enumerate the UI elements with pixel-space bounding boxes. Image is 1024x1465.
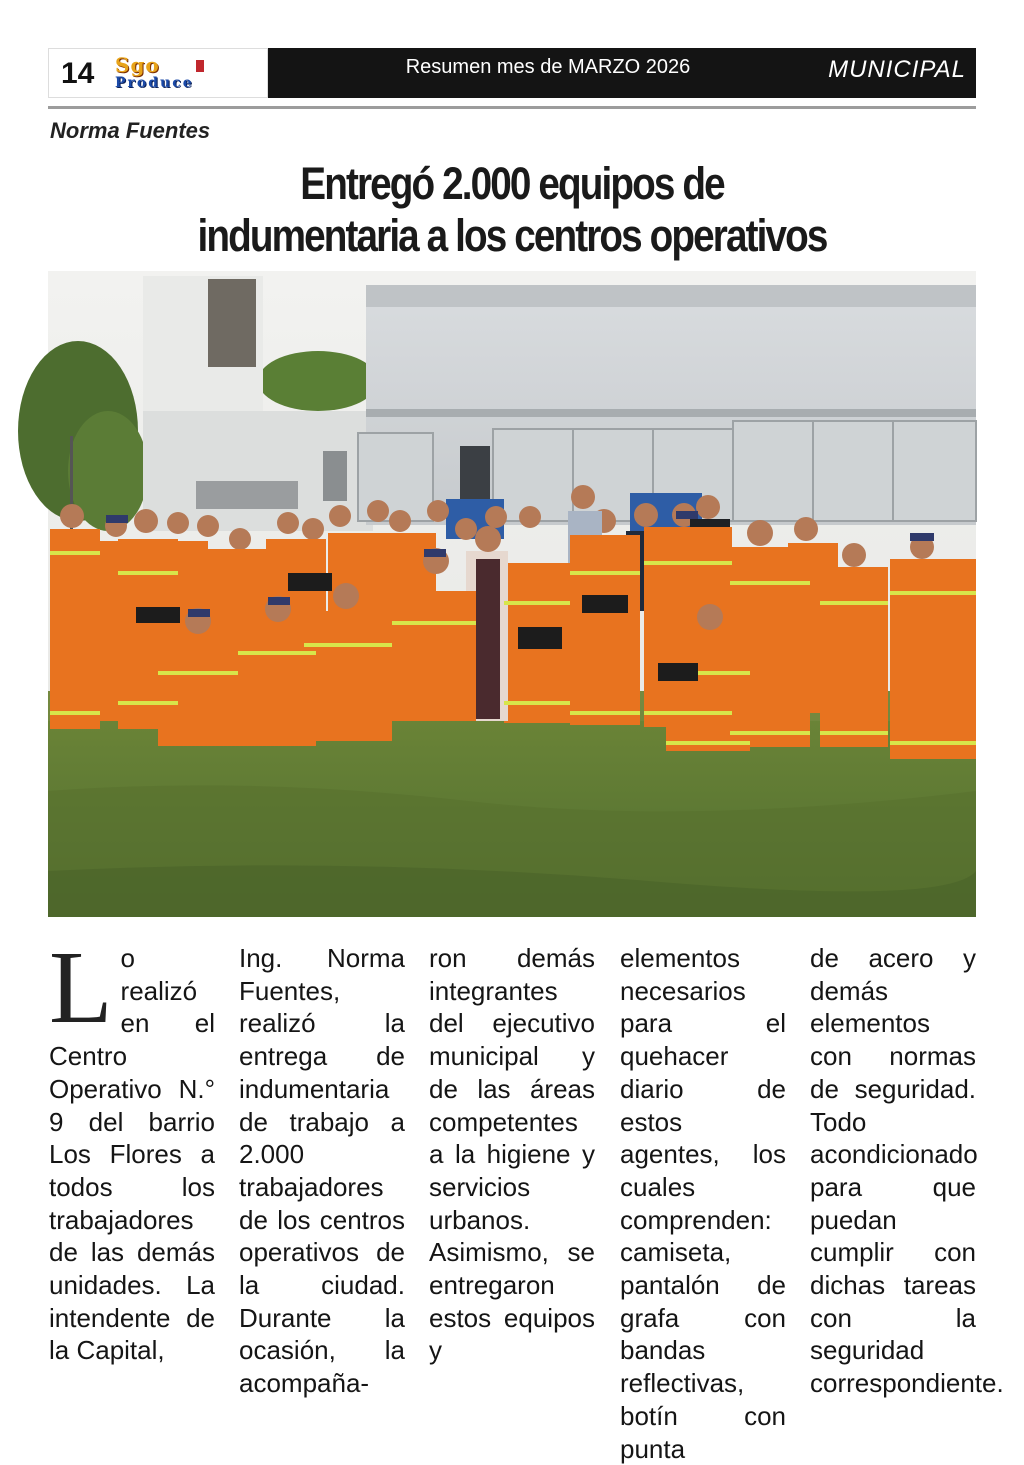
article-body (49, 930, 1004, 1464)
headline-line-1: Entregó 2.000 equipos de (300, 158, 724, 209)
issue-title: Resumen mes de MARZO 2026 (405, 56, 691, 78)
article-photo (48, 271, 976, 917)
header-bar (268, 48, 976, 98)
publication-logo (115, 53, 255, 95)
headline (113, 158, 911, 262)
logo-bottom-text: Produce (115, 75, 194, 91)
page-number-box (48, 48, 268, 98)
page-header (48, 48, 976, 98)
headline-line-2: indumentaria a los centros operativos (197, 210, 827, 261)
article-column-2: Ing. Norma Fuentes, realizó la entrega de indumentaria de trabajo a 2.000 trabajadores de los centros operativos de la ciudad. Durante la ocasión, la acompaña- (239, 943, 405, 1399)
byline: Norma Fuentes (50, 118, 211, 143)
article-column-1 (49, 930, 215, 1367)
logo-top-text: Sgo (115, 53, 160, 77)
column-1-text: o realizó en el Centro Operativo N.° 9 del barrio Los Flores a todos los trabajadores de las demás unidades. La intendente de la Capital, (49, 943, 215, 1366)
page-number: 14 (61, 57, 95, 90)
flag-icon (195, 59, 205, 73)
header-rule (48, 106, 976, 109)
article-column-5: de acero y demás elementos con normas de seguridad. Todo acondicionado para que puedan cumplir con dichas tareas con la seguridad correspondiente. (810, 943, 1004, 1399)
article-column-3: ron demás integrantes del ejecutivo municipal y de las áreas competentes a la higiene y servicios urbanos. Asimismo, se entregaron estos equipos y (429, 943, 595, 1366)
article-column-4: elementos necesarios para el quehacer diario de estos agentes, los cuales comprenden: camiseta, pantalón de grafa con bandas reflectivas, botín con punta (620, 943, 786, 1464)
drop-cap: L (49, 930, 113, 1045)
section-label: MUNICIPAL (828, 56, 966, 83)
